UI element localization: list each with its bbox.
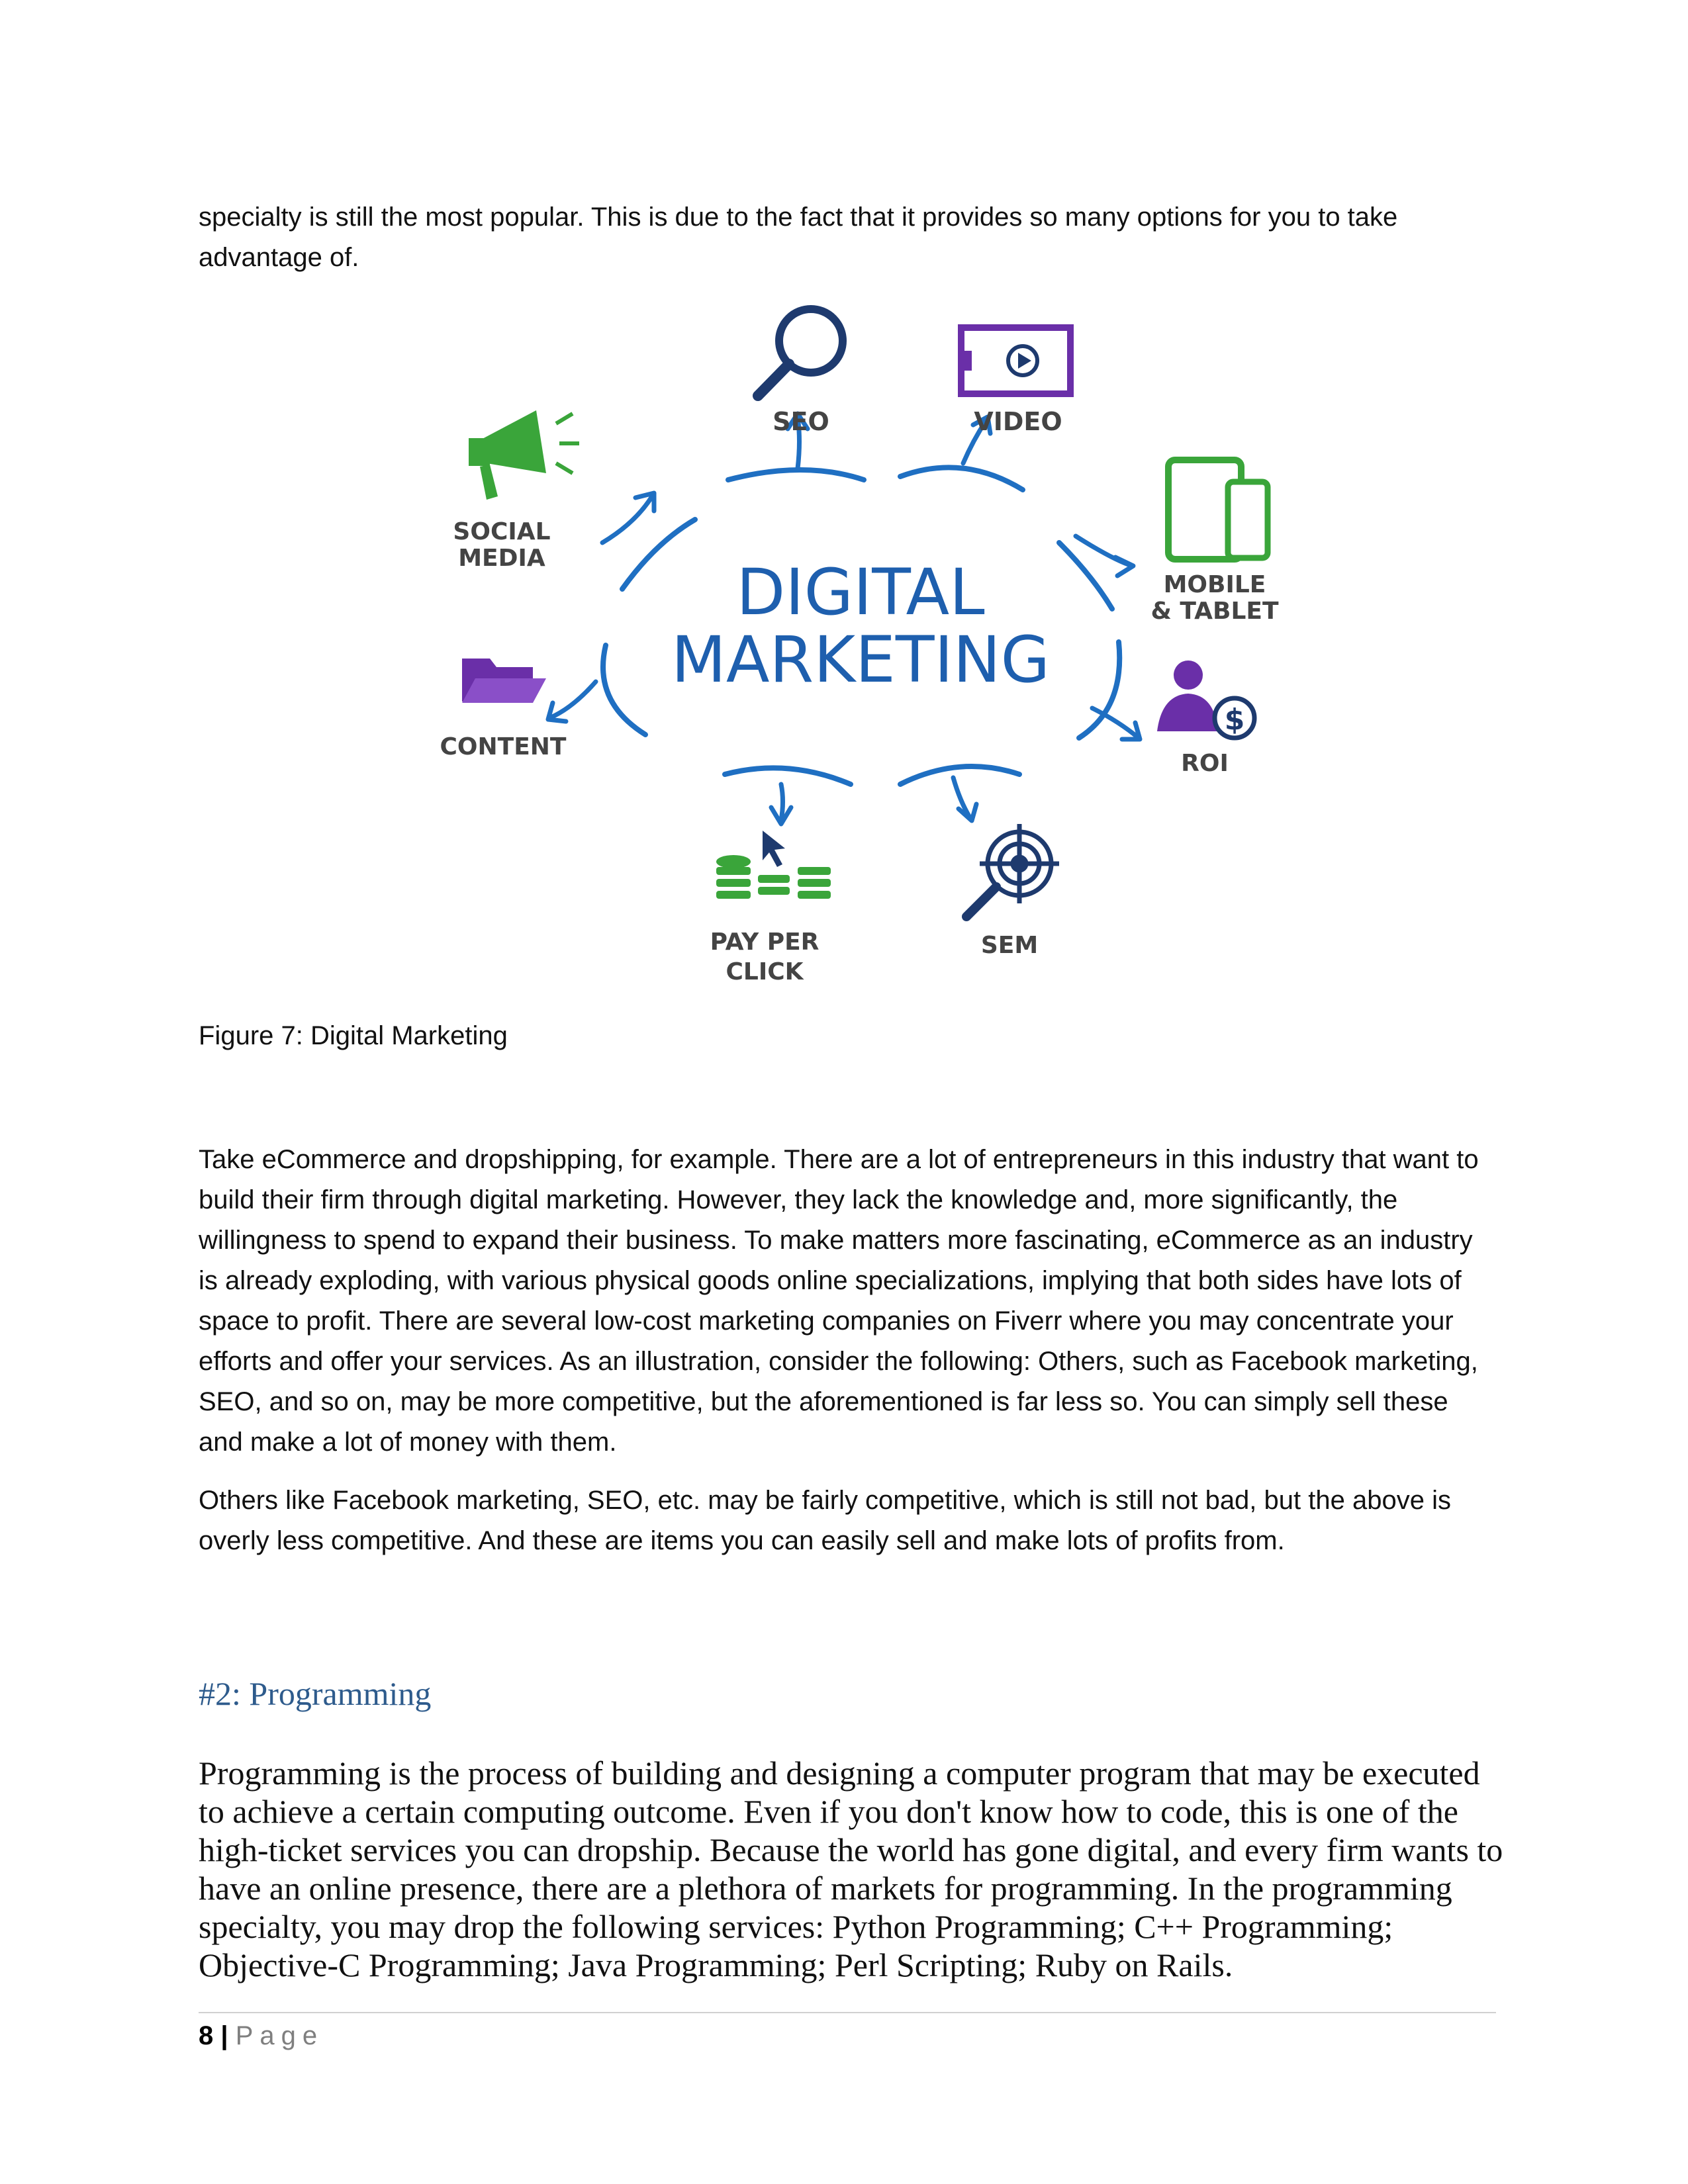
label-ppc-line2: CLICK bbox=[726, 958, 804, 985]
megaphone-icon bbox=[469, 410, 579, 500]
label-video: VIDEO bbox=[974, 407, 1062, 436]
label-content: CONTENT bbox=[440, 733, 567, 760]
coins-cursor-icon bbox=[716, 831, 831, 899]
person-dollar-icon bbox=[1157, 660, 1254, 738]
figure-caption: Figure 7: Digital Marketing bbox=[199, 1021, 508, 1050]
mobile-tablet-icon bbox=[1168, 460, 1268, 559]
page-footer bbox=[199, 2016, 324, 2056]
page-label: Page bbox=[235, 2021, 324, 2050]
label-roi: ROI bbox=[1181, 750, 1229, 777]
digital-marketing-figure bbox=[424, 298, 1297, 1006]
body-paragraph-2: Others like Facebook marketing, SEO, etc. may be fairly competitive, which is still not bad, but the above is overly less competitive. And these are items you can easily sell and make lots of profits from. bbox=[199, 1486, 1451, 1555]
programming-paragraph: Programming is the process of building and designing a computer program that may be executed to achieve a certain computing outcome. Even if you don't know how to code, this is one of the high-ticket services you can dropship. Because the world has gone digital, and every firm wants to have an online presence, there are a plethora of markets for programming. In the programming specialty, you may drop the following services: Python Programming; C++ Programming; Objective-C Programming; Java Programming; Perl Scripting; Ruby on Rails. bbox=[199, 1754, 1503, 1983]
footer-separator: | bbox=[220, 2021, 228, 2050]
label-mobile-line1: MOBILE bbox=[1163, 571, 1266, 598]
figure-title-line1: DIGITAL bbox=[736, 555, 985, 629]
label-ppc-line1: PAY PER bbox=[710, 929, 820, 956]
intro-paragraph: specialty is still the most popular. This is due to the fact that it provides so many options for you to take advantage of. bbox=[199, 203, 1398, 272]
label-social-line2: MEDIA bbox=[458, 545, 545, 572]
folder-icon bbox=[462, 659, 546, 703]
svg-text:$: $ bbox=[1224, 703, 1245, 737]
label-seo: SEO bbox=[773, 407, 829, 436]
label-social-line1: SOCIAL bbox=[453, 518, 551, 545]
footer-divider bbox=[199, 2012, 1496, 2013]
label-sem: SEM bbox=[980, 932, 1039, 959]
page-number: 8 bbox=[199, 2021, 214, 2050]
section-heading: #2: Programming bbox=[199, 1675, 432, 1712]
figure-title-line2: MARKETING bbox=[671, 623, 1050, 697]
magnifier-icon bbox=[758, 309, 843, 396]
video-player-icon bbox=[961, 328, 1070, 394]
target-magnifier-icon bbox=[966, 824, 1059, 917]
body-paragraph-1: Take eCommerce and dropshipping, for example. There are a lot of entrepreneurs in this industry that want to build their firm through digital marketing. However, they lack the knowledge and, more significantly, the willingness to spend to expand their business. To make matters more fascinating, eCommerce as an industry is already exploding, with various physical goods online specializations, implying that both sides have lots of space to profit. There are several low-cost marketing companies on Fiverr where you may concentrate your efforts and offer your services. As an illustration, consider the following: Others, such as Facebook marketing, SEO, and so on, may be more competitive, but the aforementioned is far less so. You can simply sell these and make a lot of money with them. bbox=[199, 1145, 1479, 1457]
label-mobile-line2: & TABLET bbox=[1150, 598, 1279, 625]
